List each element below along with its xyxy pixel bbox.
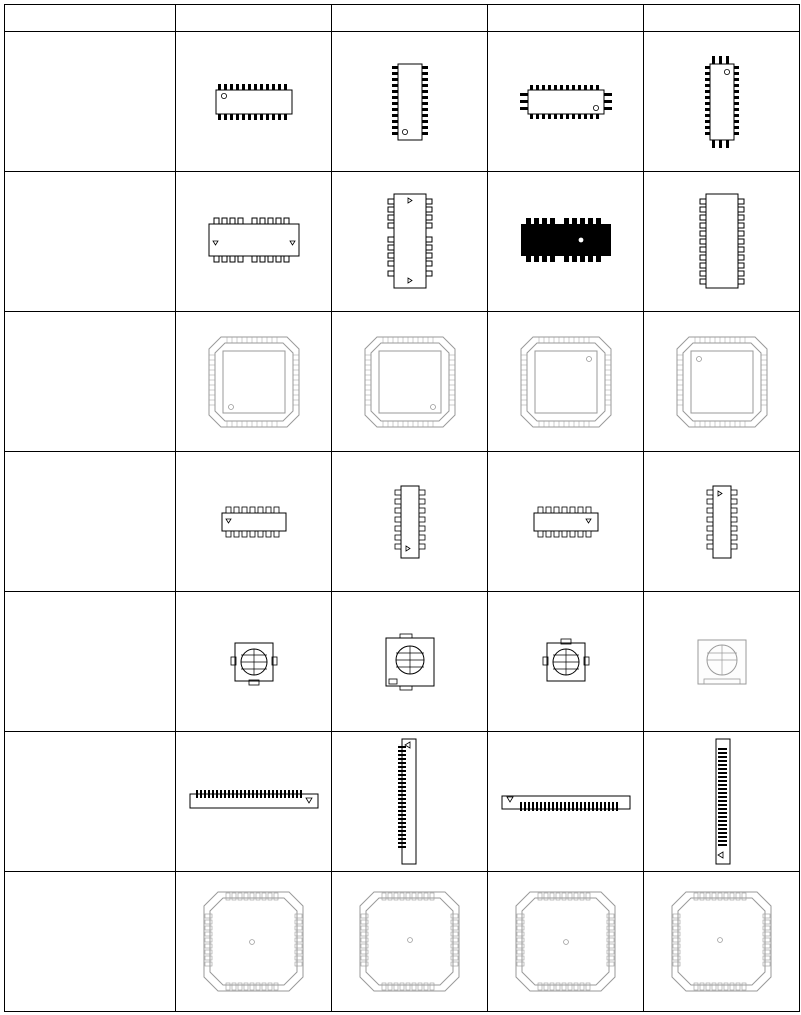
package-view-cell bbox=[644, 732, 800, 872]
table-row bbox=[5, 172, 800, 312]
plcc-square-c-drawing bbox=[508, 884, 623, 999]
package-view-cell bbox=[332, 172, 488, 312]
package-view-cell bbox=[332, 872, 488, 1012]
package-view-cell bbox=[332, 312, 488, 452]
qfp-square-drawing bbox=[199, 327, 309, 437]
connector-vertical-b-drawing bbox=[692, 734, 752, 869]
so-side-tall-drawing bbox=[375, 42, 445, 162]
package-view-cell bbox=[644, 312, 800, 452]
table-header-row bbox=[5, 5, 800, 32]
package-view-cell bbox=[644, 172, 800, 312]
qfp-square-c-drawing bbox=[511, 327, 621, 437]
package-view-cell bbox=[488, 732, 644, 872]
package-view-cell bbox=[488, 452, 644, 592]
table-row bbox=[5, 32, 800, 172]
table-row bbox=[5, 592, 800, 732]
package-view-cell bbox=[488, 872, 644, 1012]
connector-vertical-drawing bbox=[380, 734, 440, 869]
connector-horizontal-b-drawing bbox=[496, 772, 636, 832]
can-top-c-drawing bbox=[531, 627, 601, 697]
row-label-cell bbox=[5, 872, 176, 1012]
soj-side-tall-drawing bbox=[370, 182, 450, 302]
row-label-cell bbox=[5, 32, 176, 172]
package-grid-table bbox=[4, 4, 800, 1012]
header-cell-view2 bbox=[332, 5, 488, 32]
package-view-cell bbox=[332, 592, 488, 732]
can-top-d-drawing bbox=[682, 622, 762, 702]
header-cell-view3 bbox=[488, 5, 644, 32]
package-view-cell bbox=[644, 872, 800, 1012]
can-top-b-drawing bbox=[370, 622, 450, 702]
package-view-cell bbox=[176, 312, 332, 452]
row-label-cell bbox=[5, 172, 176, 312]
package-view-cell bbox=[176, 32, 332, 172]
soj-side-tall-mirror-drawing bbox=[682, 182, 762, 302]
so-top-wide-drawing bbox=[194, 67, 314, 137]
row-label-cell bbox=[5, 312, 176, 452]
package-view-cell bbox=[332, 452, 488, 592]
package-view-cell bbox=[644, 452, 800, 592]
package-view-cell bbox=[332, 732, 488, 872]
row-label-cell bbox=[5, 592, 176, 732]
package-view-cell bbox=[644, 592, 800, 732]
row-label-cell bbox=[5, 452, 176, 592]
dip-side-tall-mirror-drawing bbox=[687, 472, 757, 572]
package-view-cell bbox=[488, 312, 644, 452]
soj-top-wide-mirror-drawing bbox=[506, 202, 626, 282]
header-cell-view4 bbox=[644, 5, 800, 32]
dip-top-wide-drawing bbox=[204, 487, 304, 557]
header-cell-label bbox=[5, 5, 176, 32]
package-view-cell bbox=[488, 592, 644, 732]
package-view-cell bbox=[176, 872, 332, 1012]
table-row bbox=[5, 312, 800, 452]
dip-side-tall-drawing bbox=[375, 472, 445, 572]
package-view-cell bbox=[332, 32, 488, 172]
table-row bbox=[5, 872, 800, 1012]
plcc-square-d-drawing bbox=[664, 884, 779, 999]
package-view-cell bbox=[488, 172, 644, 312]
table-row bbox=[5, 732, 800, 872]
plcc-square-b-drawing bbox=[352, 884, 467, 999]
package-view-cell bbox=[488, 32, 644, 172]
can-top-drawing bbox=[219, 627, 289, 697]
package-view-cell bbox=[644, 32, 800, 172]
so-side-tall-mirror-drawing bbox=[687, 42, 757, 162]
package-view-cell bbox=[176, 592, 332, 732]
package-view-cell bbox=[176, 172, 332, 312]
connector-horizontal-drawing bbox=[184, 772, 324, 832]
package-view-cell bbox=[176, 452, 332, 592]
qfp-square-d-drawing bbox=[667, 327, 777, 437]
dip-top-wide-mirror-drawing bbox=[516, 487, 616, 557]
table-row bbox=[5, 452, 800, 592]
qfp-square-b-drawing bbox=[355, 327, 465, 437]
row-label-cell bbox=[5, 732, 176, 872]
so-top-wide-mirror-drawing bbox=[506, 67, 626, 137]
soj-top-wide-drawing bbox=[194, 202, 314, 282]
header-cell-view1 bbox=[176, 5, 332, 32]
package-view-cell bbox=[176, 732, 332, 872]
plcc-square-drawing bbox=[196, 884, 311, 999]
